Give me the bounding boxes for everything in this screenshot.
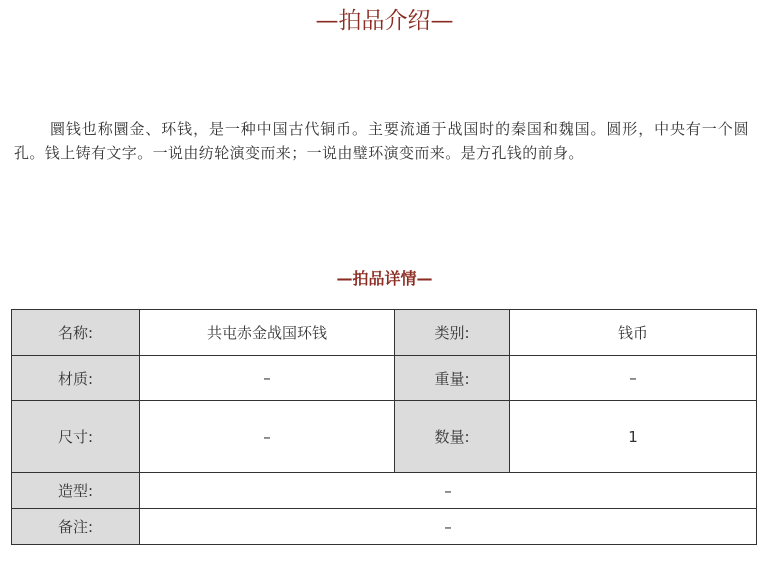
details-table	[11, 309, 757, 545]
material-value: –	[140, 356, 395, 401]
shape-label: 造型:	[12, 473, 140, 509]
material-label: 材质:	[12, 356, 140, 401]
table-row-material-weight	[12, 356, 757, 401]
name-value: 共屯赤金战国环钱	[140, 310, 395, 356]
quantity-value: 1	[510, 401, 757, 473]
remarks-label: 备注:	[12, 509, 140, 545]
table-row-name-category	[12, 310, 757, 356]
table-row-size-quantity	[12, 401, 757, 473]
details-title: —拍品详情—	[336, 269, 433, 288]
weight-label: 重量:	[395, 356, 510, 401]
remarks-value: –	[140, 509, 757, 545]
table-row-remarks	[12, 509, 757, 545]
table-row-shape	[12, 473, 757, 509]
size-label: 尺寸:	[12, 401, 140, 473]
intro-paragraph: 圜钱也称圜金、环钱，是一种中国古代铜币。主要流通于战国时的秦国和魏国。圆形，中央有一个圆孔。钱上铸有文字。一说由纺轮演变而来；一说由璧环演变而来。是方孔钱的前身。	[14, 120, 749, 162]
intro-title: —拍品介绍—	[315, 8, 454, 34]
quantity-label: 数量:	[395, 401, 510, 473]
shape-value: –	[140, 473, 757, 509]
weight-value: –	[510, 356, 757, 401]
name-label: 名称:	[12, 310, 140, 356]
category-value: 钱币	[510, 310, 757, 356]
size-value: –	[140, 401, 395, 473]
category-label: 类别:	[395, 310, 510, 356]
